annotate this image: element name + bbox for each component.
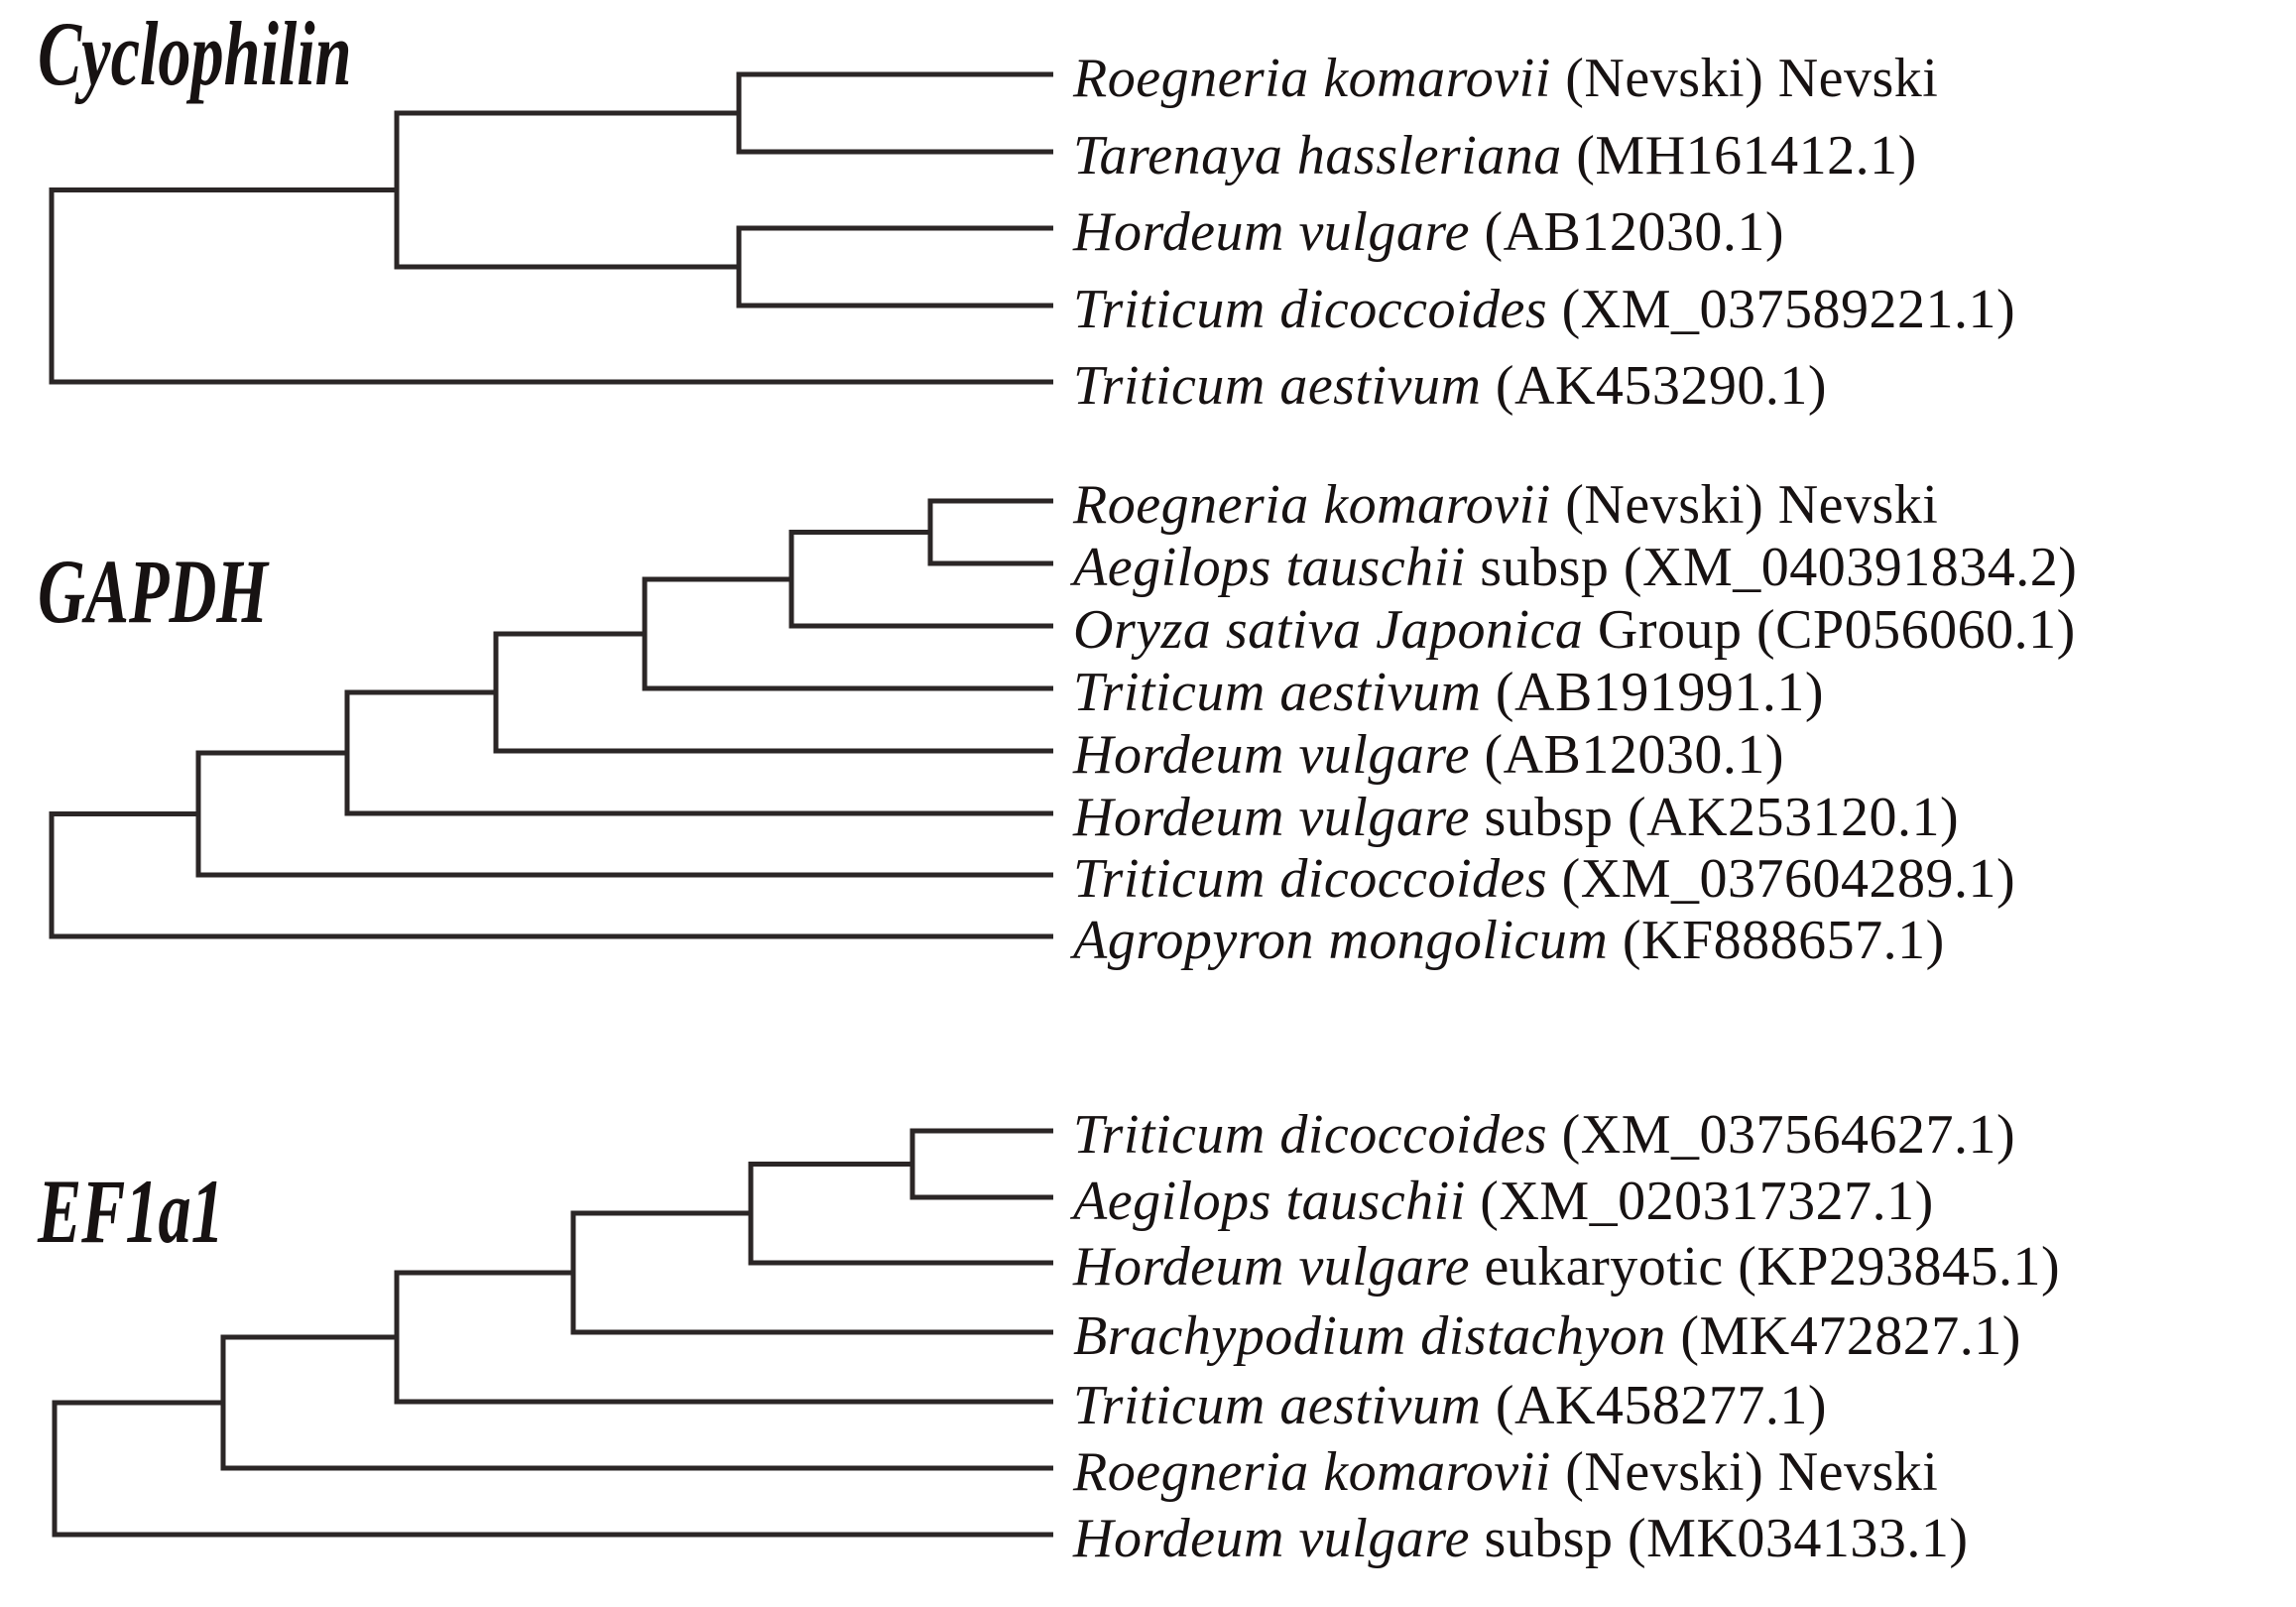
species-name: Triticum aestivum bbox=[1073, 1375, 1482, 1436]
accession-suffix: Group (CP056060.1) bbox=[1583, 599, 2076, 661]
species-name: Triticum dicoccoides bbox=[1073, 1104, 1548, 1166]
species-name: Hordeum vulgare bbox=[1073, 787, 1470, 848]
taxon-label bbox=[1073, 848, 2016, 910]
gene-title-cyclophilin: Cyclophilin bbox=[38, 3, 352, 104]
accession-suffix: (KF888657.1) bbox=[1608, 910, 1945, 971]
taxon-label bbox=[1073, 1236, 2061, 1298]
taxon-label bbox=[1073, 48, 1939, 109]
taxon-label bbox=[1073, 355, 1828, 417]
species-name: Brachypodium distachyon bbox=[1073, 1305, 1666, 1367]
taxon-label bbox=[1073, 662, 1824, 723]
accession-suffix: (Nevski) Nevski bbox=[1550, 474, 1939, 536]
taxon-label bbox=[1073, 724, 1785, 786]
cyclophilin-tree-branches bbox=[52, 74, 1053, 382]
species-name: Hordeum vulgare bbox=[1073, 724, 1470, 786]
accession-suffix: (AB12030.1) bbox=[1469, 724, 1785, 786]
taxon-label bbox=[1073, 1441, 1939, 1503]
accession-suffix: (XM_037589221.1) bbox=[1547, 279, 2016, 340]
species-name: Hordeum vulgare bbox=[1073, 1508, 1470, 1569]
accession-suffix: (XM_037604289.1) bbox=[1547, 848, 2016, 910]
accession-suffix: subsp (AK253120.1) bbox=[1469, 787, 1960, 848]
accession-suffix: (XM_037564627.1) bbox=[1547, 1104, 2016, 1166]
accession-suffix: (AB12030.1) bbox=[1469, 201, 1785, 263]
accession-suffix: (MK472827.1) bbox=[1665, 1305, 2021, 1367]
species-name: Roegneria komarovii bbox=[1073, 474, 1551, 536]
species-name: Triticum dicoccoides bbox=[1073, 279, 1548, 340]
species-name: Roegneria komarovii bbox=[1073, 1441, 1551, 1503]
taxon-label bbox=[1073, 1171, 1934, 1232]
taxon-label bbox=[1073, 201, 1785, 263]
taxon-label bbox=[1073, 1104, 2016, 1166]
taxon-label bbox=[1073, 910, 1945, 971]
gene-title-gapdh: GAPDH bbox=[38, 541, 268, 642]
accession-suffix: (MH161412.1) bbox=[1561, 125, 1917, 186]
taxon-label bbox=[1073, 537, 2078, 598]
taxon-label bbox=[1073, 1508, 1969, 1569]
taxon-label bbox=[1073, 279, 2016, 340]
accession-suffix: (AK453290.1) bbox=[1481, 355, 1828, 417]
species-name: Triticum aestivum bbox=[1073, 662, 1482, 723]
species-name: Hordeum vulgare bbox=[1073, 201, 1470, 263]
accession-suffix: (AB191991.1) bbox=[1481, 662, 1824, 723]
taxon-label bbox=[1073, 474, 1939, 536]
taxon-label bbox=[1073, 125, 1917, 186]
species-name: Aegilops tauschii bbox=[1073, 1171, 1466, 1232]
species-name: Oryza sativa Japonica bbox=[1073, 599, 1584, 661]
species-name: Agropyron mongolicum bbox=[1073, 910, 1609, 971]
accession-suffix: (Nevski) Nevski bbox=[1550, 1441, 1939, 1503]
gene-title-ef1a1: EF1a1 bbox=[38, 1161, 224, 1262]
taxon-label bbox=[1073, 1305, 2021, 1367]
accession-suffix: (XM_020317327.1) bbox=[1465, 1171, 1934, 1232]
accession-suffix: subsp (MK034133.1) bbox=[1469, 1508, 1969, 1569]
accession-suffix: eukaryotic (KP293845.1) bbox=[1469, 1236, 2061, 1298]
species-name: Tarenaya hassleriana bbox=[1073, 125, 1562, 186]
accession-suffix: subsp (XM_040391834.2) bbox=[1465, 537, 2078, 598]
taxon-label bbox=[1073, 1375, 1828, 1436]
taxon-label bbox=[1073, 599, 2076, 661]
taxon-label bbox=[1073, 787, 1960, 848]
species-name: Aegilops tauschii bbox=[1073, 537, 1466, 598]
species-name: Triticum aestivum bbox=[1073, 355, 1482, 417]
accession-suffix: (AK458277.1) bbox=[1481, 1375, 1828, 1436]
species-name: Hordeum vulgare bbox=[1073, 1236, 1470, 1298]
species-name: Triticum dicoccoides bbox=[1073, 848, 1548, 910]
accession-suffix: (Nevski) Nevski bbox=[1550, 48, 1939, 109]
species-name: Roegneria komarovii bbox=[1073, 48, 1551, 109]
